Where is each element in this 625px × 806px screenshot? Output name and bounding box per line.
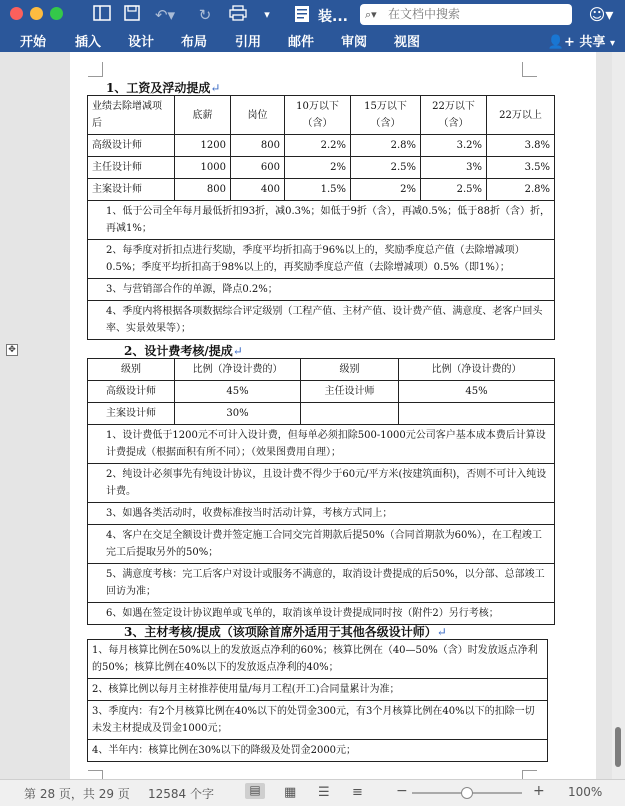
zoom-in-button[interactable]: +	[533, 783, 545, 799]
note-cell: 5、满意度考核：完工后客户对设计或服务不满意的，取消设计费提成的后50%，以分部、总部竣工回访为准；	[88, 564, 555, 603]
section-title-text: 3、主材考核/提成（该项除首席外适用于其他各级设计师）	[124, 625, 437, 639]
value-cell: 3.5%	[487, 157, 555, 179]
value-cell: 1.5%	[285, 179, 351, 201]
header-cell: 底薪	[175, 96, 231, 135]
value-cell	[399, 403, 555, 425]
note-cell: 2、纯设计必须事先有纯设计协议，且设计费不得少于60元/平方米(按建筑面积)，否则不可计入纯设计费。	[88, 464, 555, 503]
paragraph-mark-icon: ↵	[436, 625, 447, 639]
note-cell: 1、每月核算比例在50%以上的发放返点净利的60%；核算比例在（40—50%（含）时发放返点净利的50%；核算比例在40%以下的发放返点净利的40%；	[88, 640, 548, 679]
header-cell: 业绩去除增减项后	[88, 96, 175, 135]
value-cell: 2%	[351, 179, 421, 201]
value-cell: 3%	[421, 157, 487, 179]
share-button[interactable]	[548, 31, 615, 50]
section-title-text: 1、工资及浮动提成	[106, 81, 211, 95]
tab-layout[interactable]: 布局	[181, 35, 208, 50]
role-cell: 高级设计师	[88, 135, 175, 157]
note-cell: 3、季度内：有2个月核算比例在40%以下的处罚金300元，有3个月核算比例在40%以下的扣除一切未发主材提成及罚金1000元；	[88, 701, 548, 740]
add-person-icon: 👤+	[547, 35, 575, 50]
section-title	[106, 79, 220, 96]
print-layout-icon[interactable]: ▤	[245, 783, 265, 799]
tab-references[interactable]: 引用	[235, 35, 262, 50]
zoom-slider-knob[interactable]	[461, 787, 473, 799]
more-icon[interactable]: ▾	[264, 8, 270, 21]
header-cell: 岗位	[231, 96, 285, 135]
chevron-down-icon: ▾	[609, 38, 615, 49]
outline-view-icon[interactable]: ☰	[318, 785, 330, 800]
value-cell: 800	[231, 135, 285, 157]
crop-mark	[522, 62, 537, 77]
tab-design[interactable]: 设计	[128, 35, 155, 50]
table-row	[88, 157, 555, 179]
value-cell: 2%	[285, 157, 351, 179]
vertical-scrollbar[interactable]	[612, 52, 625, 779]
share-label: 共享	[579, 35, 606, 50]
zoom-window-icon[interactable]	[50, 7, 63, 20]
note-cell: 1、设计费低于1200元不可计入设计费，但每单必须扣除500-1000元公司客户基本成本费后计算设计费提成（根据面积有所不同）；（效果图费用自理）；	[88, 425, 555, 464]
section-title	[124, 342, 243, 359]
role-cell: 主案设计师	[88, 403, 175, 425]
header-cell: 级别	[88, 359, 175, 381]
note-cell: 4、客户在交足全额设计费并签定施工合同交完首期款后提50%（合同首期款为60%），在工程竣工完工后提取另外的50%；	[88, 525, 555, 564]
minimize-window-icon[interactable]	[30, 7, 43, 20]
doc-icon	[292, 5, 312, 25]
undo-icon[interactable]: ↶▾	[154, 6, 176, 24]
zoom-level[interactable]: 100%	[568, 785, 603, 799]
role-cell	[301, 403, 399, 425]
note-cell: 2、核算比例以每月主材推荐使用量/每月工程(开工)合同量累计为准；	[88, 679, 548, 701]
print-icon[interactable]	[228, 5, 248, 25]
header-cell: 10万以下（含）	[285, 96, 351, 135]
tab-home[interactable]: 开始	[20, 35, 47, 50]
section-title	[124, 623, 447, 640]
sidebar-icon[interactable]	[92, 5, 112, 25]
note-cell: 4、季度内将根据各项数据综合评定级别（工程产值、主材产值、设计费产值、满意度、老客户回头率、实景效果等）；	[88, 301, 555, 340]
value-cell: 800	[175, 179, 231, 201]
table-row	[88, 403, 555, 425]
value-cell: 2.8%	[351, 135, 421, 157]
search-box[interactable]	[360, 4, 572, 25]
paragraph-mark-icon: ↵	[232, 344, 243, 358]
value-cell: 2.5%	[421, 179, 487, 201]
draft-view-icon[interactable]: ≡	[352, 785, 363, 800]
value-cell: 3.2%	[421, 135, 487, 157]
paragraph-mark-icon: ↵	[210, 81, 221, 95]
search-placeholder: 在文档中搜索	[388, 7, 461, 21]
value-cell: 2.5%	[351, 157, 421, 179]
value-cell: 3.8%	[487, 135, 555, 157]
role-cell: 主任设计师	[301, 381, 399, 403]
note-cell: 2、每季度对折扣点进行奖励，季度平均折扣高于96%以上的，奖励季度总产值（去除增减项）0.5%；季度平均折扣高于98%以上的，再奖励季度总产值（去除增减项）0.5%（即1%）；	[88, 240, 555, 279]
value-cell: 45%	[399, 381, 555, 403]
document-canvas	[0, 52, 625, 779]
tab-review[interactable]: 审阅	[341, 35, 368, 50]
title-bar	[0, 0, 625, 30]
header-cell: 22万以下（含）	[421, 96, 487, 135]
section-title-text: 2、设计费考核/提成	[124, 344, 233, 358]
materials-table	[87, 639, 548, 762]
table-row	[88, 179, 555, 201]
redo-icon[interactable]: ↻	[198, 6, 212, 24]
tab-view[interactable]: 视图	[394, 35, 421, 50]
header-cell: 22万以上	[487, 96, 555, 135]
word-count[interactable]: 12584 个字	[148, 787, 214, 801]
zoom-slider[interactable]	[412, 792, 522, 794]
note-cell: 3、与营销部合作的单源，降点0.2%；	[88, 279, 555, 301]
search-icon: ⌕▾	[365, 8, 377, 21]
document-page[interactable]	[8, 52, 596, 779]
crop-mark	[88, 62, 103, 77]
smiley-icon[interactable]: ☺▾	[588, 5, 614, 24]
role-cell: 主案设计师	[88, 179, 175, 201]
close-window-icon[interactable]	[10, 7, 23, 20]
note-cell: 1、低于公司全年每月最低折扣93折，减0.3%；如低于9折（含），再减0.5%；低于88折（含）折，再减1%；	[88, 201, 555, 240]
value-cell: 2.2%	[285, 135, 351, 157]
role-cell: 主任设计师	[88, 157, 175, 179]
table-move-handle-icon[interactable]: ✥	[6, 344, 18, 356]
tab-mailings[interactable]: 邮件	[288, 35, 315, 50]
value-cell: 45%	[175, 381, 301, 403]
value-cell: 400	[231, 179, 285, 201]
page-count[interactable]: 第 28 页，共 29 页	[24, 787, 130, 801]
table-row	[88, 135, 555, 157]
header-cell: 比例（净设计费的）	[175, 359, 301, 381]
salary-table	[87, 95, 555, 340]
web-layout-icon[interactable]: ▦	[284, 785, 297, 800]
note-cell: 3、如遇各类活动时，收费标准按当时活动计算，考核方式同上；	[88, 503, 555, 525]
role-cell: 高级设计师	[88, 381, 175, 403]
value-cell: 600	[231, 157, 285, 179]
ribbon-tabs	[0, 30, 625, 52]
note-cell: 4、半年内：核算比例在30%以下的降级及处罚金2000元；	[88, 740, 548, 762]
zoom-out-button[interactable]: −	[396, 783, 408, 799]
status-bar	[0, 779, 625, 806]
scrollbar-thumb[interactable]	[615, 727, 621, 767]
header-cell: 比例（净设计费的）	[399, 359, 555, 381]
note-cell: 6、如遇在签定设计协议跑单或飞单的，取消该单设计费提成同时按（附件2）另行考核；	[88, 603, 555, 625]
table-row	[88, 381, 555, 403]
document-title: 装...	[318, 9, 348, 25]
value-cell: 1200	[175, 135, 231, 157]
value-cell: 2.8%	[487, 179, 555, 201]
design-fee-table	[87, 358, 555, 625]
save-icon[interactable]	[122, 5, 142, 25]
value-cell: 1000	[175, 157, 231, 179]
value-cell: 30%	[175, 403, 301, 425]
header-cell: 15万以下（含）	[351, 96, 421, 135]
tab-insert[interactable]: 插入	[75, 35, 102, 50]
header-cell: 级别	[301, 359, 399, 381]
